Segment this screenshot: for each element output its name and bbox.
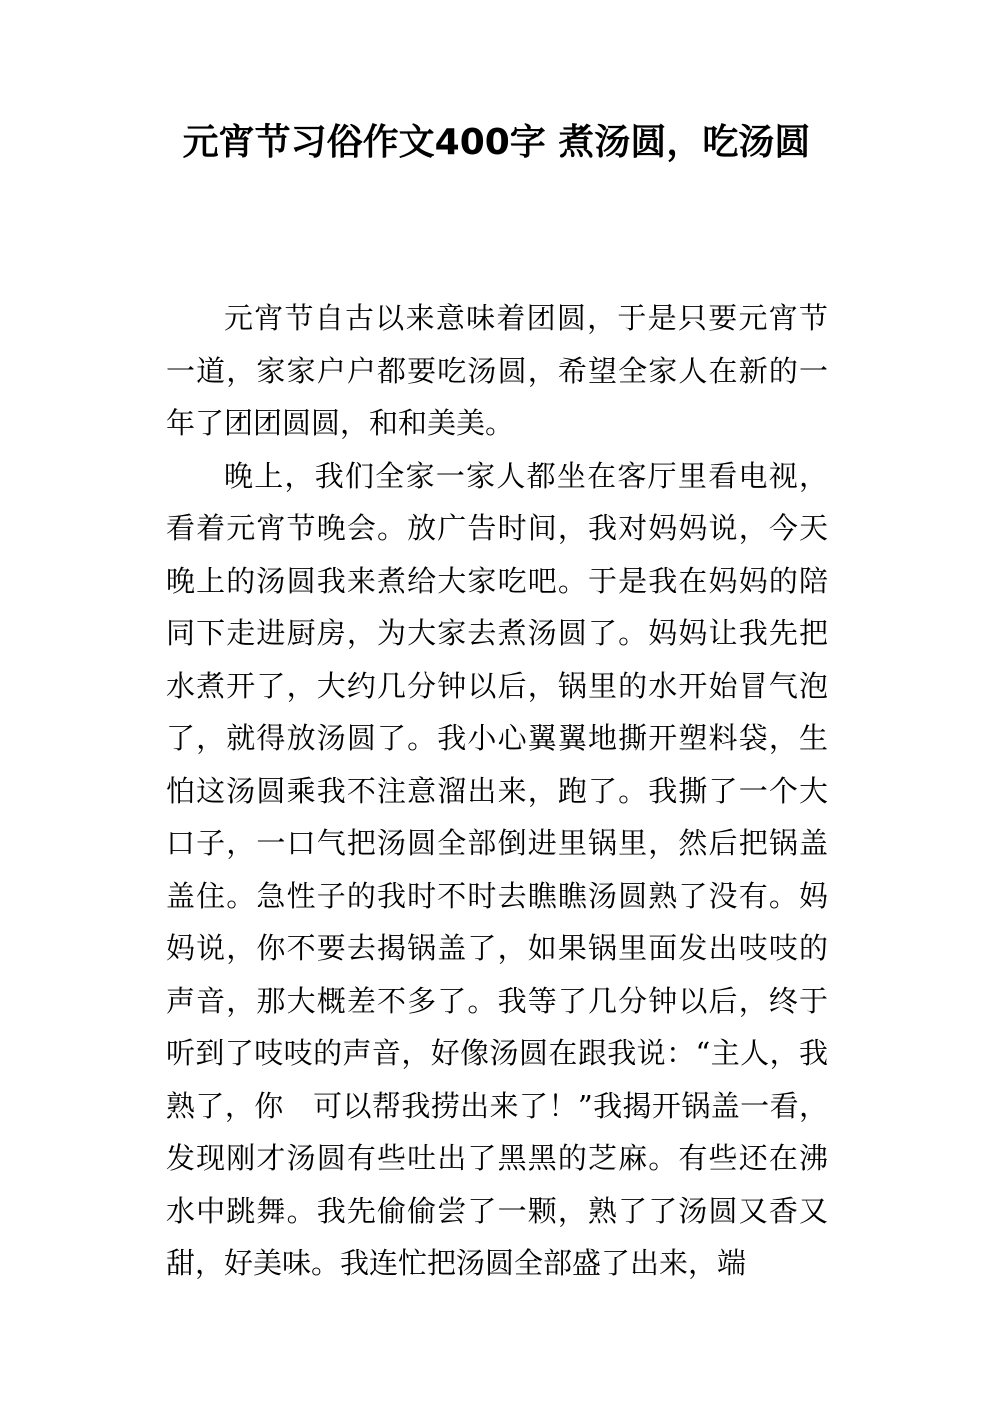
document-title: 元宵节习俗作文400字 煮汤圆，吃汤圆 [182, 122, 811, 163]
document-body [166, 292, 828, 1290]
paragraph: 晚上，我们全家一家人都坐在客厅里看电视，看着元宵节晚会。放广告时间，我对妈妈说，今天晚上的汤圆我来煮给大家吃吧。于是我在妈妈的陪同下走进厨房，为大家去煮汤圆了。妈妈让我先把水煮开了，大约几分钟以后，锅里的水开始冒气泡了，就得放汤圆了。我小心翼翼地撕开塑料袋，生怕这汤圆乘我不注意溜出来，跑了。我撕了一个大口子，一口气把汤圆全部倒进里锅里，然后把锅盖盖住。急性子的我时不时去瞧瞧汤圆熟了没有。妈妈说，你不要去揭锅盖了，如果锅里面发出吱吱的声音，那大概差不多了。我等了几分钟以后，终于听到了吱吱的声音，好像汤圆在跟我说：“主人，我熟了，你 可以帮我捞出来了！”我揭开锅盖一看，发现刚才汤圆有些吐出了黑黑的芝麻。有些还在沸水中跳舞。我先偷偷尝了一颗，熟了了汤圆又香又甜，好美味。我连忙把汤圆全部盛了出来，端 [166, 458, 828, 1280]
paragraph: 元宵节自古以来意味着团圆，于是只要元宵节一道，家家户户都要吃汤圆，希望全家人在新的一年了团团圆圆，和和美美。 [166, 301, 828, 440]
